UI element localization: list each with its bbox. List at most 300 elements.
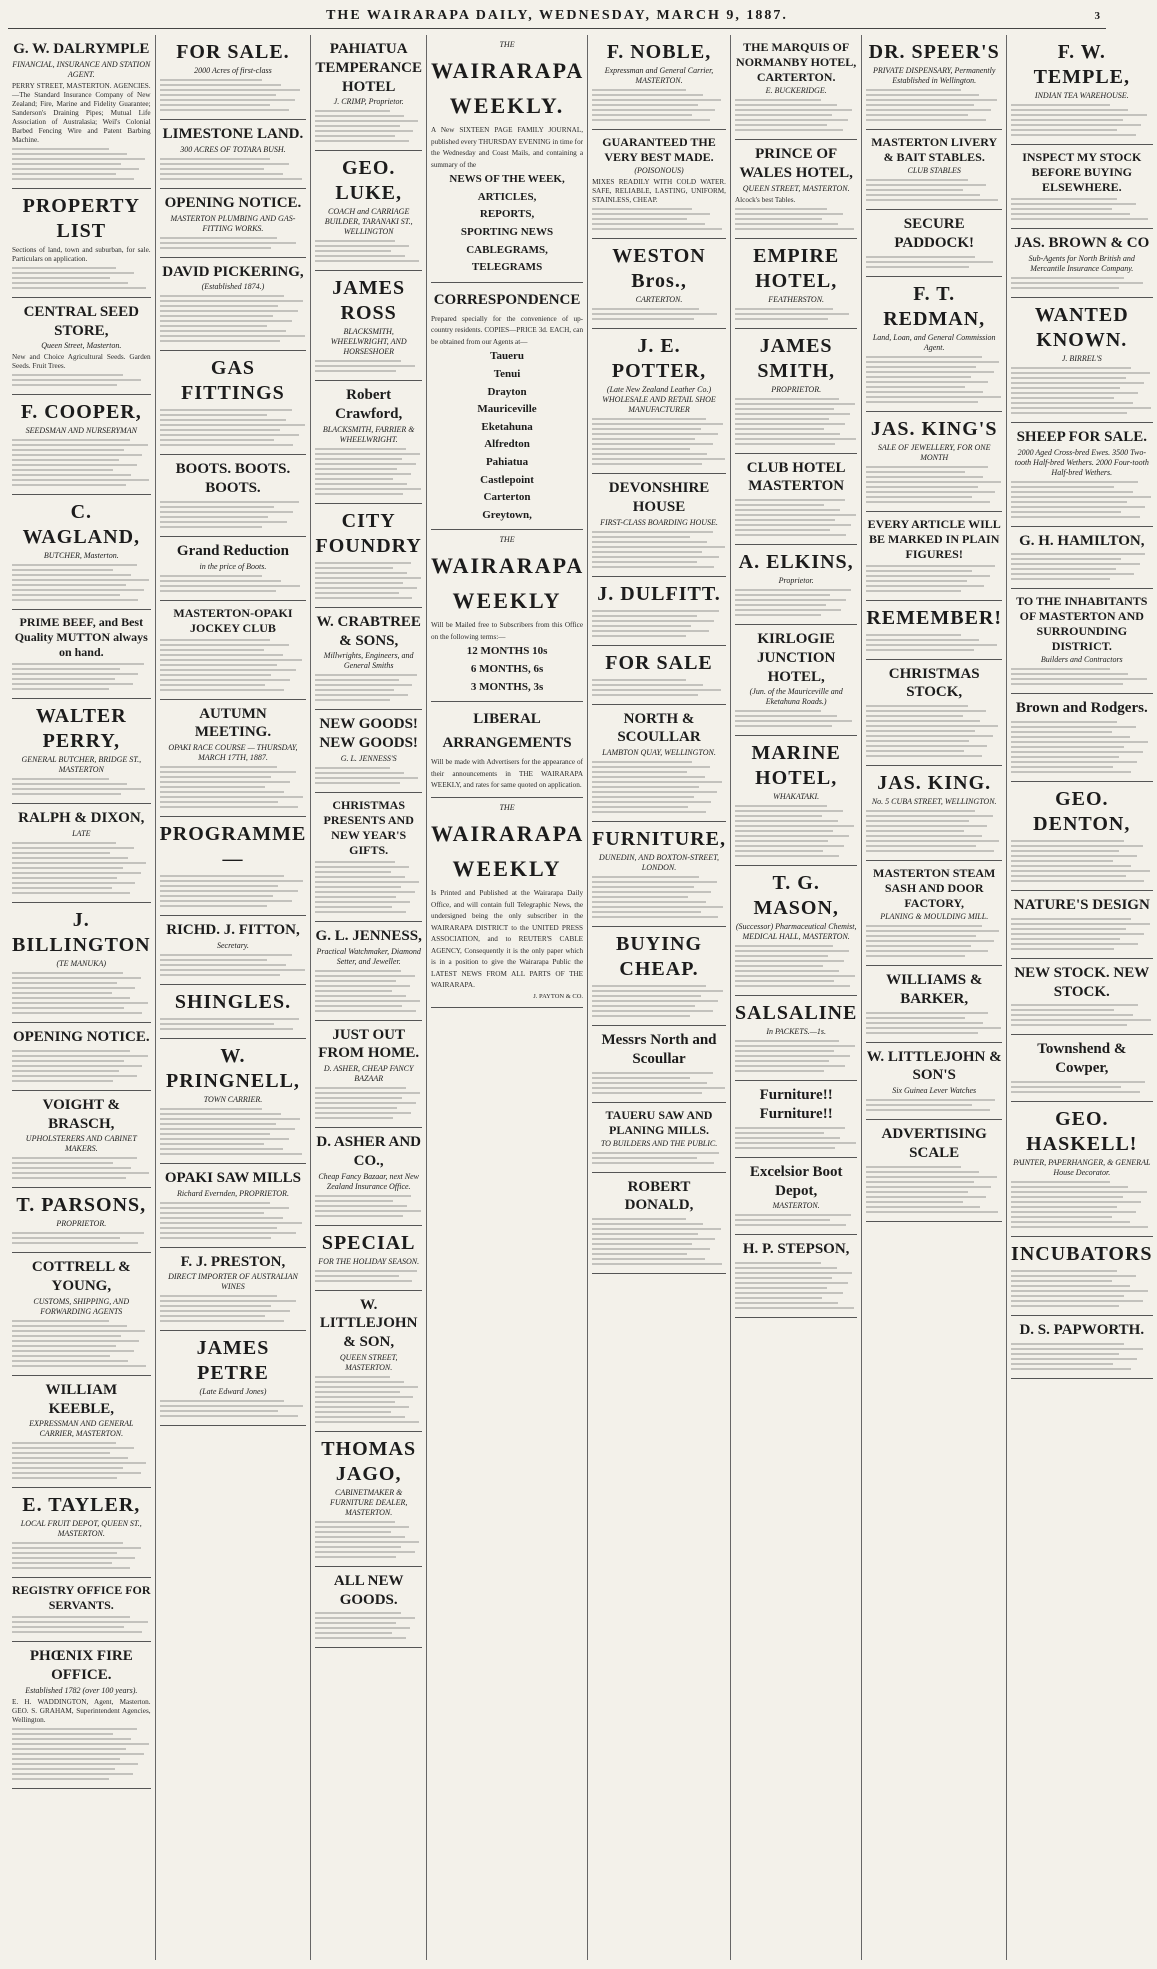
advertisement xyxy=(160,700,307,818)
advertisement xyxy=(12,804,151,903)
ad-head: WESTON Bros., xyxy=(612,245,706,292)
body-text-lines xyxy=(735,710,857,727)
body-text-lines xyxy=(592,1152,726,1164)
advertisement xyxy=(160,455,307,537)
advertisement xyxy=(160,1331,307,1426)
ad-sub: Queen Street, Masterton. xyxy=(41,341,122,351)
ad-head: W. LITTLEJOHN & SON, xyxy=(319,1296,418,1350)
body-text-lines xyxy=(315,1087,422,1119)
body-text-lines xyxy=(1011,481,1153,518)
body-text-lines xyxy=(1011,367,1153,414)
ad-head: CHRISTMAS STOCK, xyxy=(888,665,980,701)
advertisement xyxy=(1011,229,1153,298)
body-text-lines xyxy=(160,954,307,976)
ad-head: ADVERTISING SCALE xyxy=(881,1126,987,1161)
ad-sub: J. CRIMP, Proprietor. xyxy=(333,97,404,107)
advertisement xyxy=(592,35,726,130)
ad-head: CLUB HOTEL MASTERTON xyxy=(746,459,846,495)
body-text-lines xyxy=(160,237,307,249)
advertisement xyxy=(866,601,1002,660)
body-text-lines xyxy=(592,89,726,121)
body-text-lines xyxy=(735,499,857,536)
body-text-lines xyxy=(315,1521,422,1558)
body-text-lines xyxy=(12,1232,151,1244)
body-text-lines xyxy=(1011,1270,1153,1307)
body-text-lines xyxy=(315,1270,422,1282)
body-text-lines xyxy=(315,110,422,142)
advertisement xyxy=(160,351,307,455)
ad-sub: TOWN CARRIER. xyxy=(203,1094,263,1104)
body-text-lines xyxy=(735,398,857,445)
body-text-lines xyxy=(735,1127,857,1149)
advertisement xyxy=(1011,145,1153,229)
list-item: Castlepoint xyxy=(480,473,534,486)
ad-head: RICHD. J. FITTON, xyxy=(166,922,300,938)
correspondence-ad xyxy=(431,283,583,530)
body-text-lines xyxy=(592,308,726,320)
list-item: REPORTS, xyxy=(479,208,535,221)
ad-head: T. G. MASON, xyxy=(753,872,839,920)
body-text-lines xyxy=(866,466,1002,503)
subscription-pre: THE xyxy=(499,535,515,545)
ad-sub: (Late Edward Jones) xyxy=(199,1387,267,1397)
published-signoff: J. PAYTON & CO. xyxy=(533,992,584,1000)
advertisement xyxy=(735,1235,857,1318)
body-text-lines xyxy=(12,1728,151,1780)
ad-head: SHINGLES. xyxy=(174,990,292,1013)
published-ad xyxy=(431,798,583,1008)
body-text-lines xyxy=(12,1157,151,1179)
advertisement xyxy=(866,660,1002,767)
subscription-title: WAIRARAPA WEEKLY xyxy=(431,553,585,614)
list-item: SPORTING NEWS xyxy=(460,226,554,239)
list-item: 3 MONTHS, 3s xyxy=(470,680,544,693)
body-text-lines xyxy=(866,1012,1002,1034)
ad-head: Townshend & Cowper, xyxy=(1037,1041,1127,1076)
ad-head: SECURE PADDOCK! xyxy=(894,216,975,251)
body-text-lines xyxy=(735,208,857,230)
ad-head: MASTERTON-OPAKI JOCKEY CLUB xyxy=(173,605,293,635)
ad-sub: 300 ACRES OF TOTARA BUSH. xyxy=(180,144,286,154)
ad-sub: PRIVATE DISPENSARY, Permanently Established in Wellington. xyxy=(872,66,996,85)
terms-list xyxy=(431,643,583,696)
advertisement xyxy=(866,277,1002,412)
advertisement xyxy=(1011,589,1153,694)
body-text-lines xyxy=(735,1262,857,1309)
advertisement xyxy=(1011,694,1153,782)
ad-sub: GENERAL BUTCHER, BRIDGE ST., MASTERTON xyxy=(21,755,142,775)
advertisement xyxy=(866,1120,1002,1222)
ad-head: W. PRINGNELL, xyxy=(166,1044,300,1092)
advertisement xyxy=(1011,527,1153,590)
advertisement xyxy=(315,922,422,1021)
body-text-lines xyxy=(1011,668,1153,685)
advertisement xyxy=(12,699,151,804)
body-text-lines xyxy=(315,240,422,262)
body-text-lines xyxy=(12,1050,151,1082)
ad-head: GEO. DENTON, xyxy=(1033,788,1131,835)
body-text-lines xyxy=(1011,1004,1153,1026)
ad-head: REMEMBER! xyxy=(866,606,1003,629)
body-text-lines xyxy=(315,1376,422,1423)
ad-head: G. H. HAMILTON, xyxy=(1019,532,1145,549)
ad-head: A. ELKINS, xyxy=(738,551,854,573)
weekly-contents-list xyxy=(431,171,583,277)
advertisement xyxy=(160,120,307,189)
body-text-lines xyxy=(12,1616,151,1633)
body-text-lines xyxy=(315,1612,422,1639)
body-text-lines xyxy=(592,418,726,465)
body-text-lines xyxy=(12,972,151,1014)
body-text-lines xyxy=(866,89,1002,121)
body-text-lines xyxy=(866,565,1002,592)
body-text-lines xyxy=(12,1442,151,1479)
ad-sub: BUTCHER, Masterton. xyxy=(43,551,119,561)
advertisement xyxy=(866,766,1002,861)
subscription-body: Will be Mailed free to Subscribers from this Office on the following terms:— xyxy=(431,621,584,641)
advertisement xyxy=(12,1376,151,1489)
ad-head: MARINE HOTEL, xyxy=(751,742,841,790)
ad-sub: PROPRIETOR. xyxy=(771,384,822,394)
ad-sub: FIRST-CLASS BOARDING HOUSE. xyxy=(600,517,718,527)
correspondence-title: CORRESPONDENCE xyxy=(433,291,581,308)
advertisement xyxy=(592,705,726,823)
body-text-lines xyxy=(1011,1081,1153,1093)
ad-head: G. L. JENNESS, xyxy=(315,927,422,944)
advertisement xyxy=(735,996,857,1081)
published-body: Is Printed and Published at the Wairarapa Daily Office, and will contain full Telegraphic News, the undersigned being the only subscriber in the WAIRARAPA DISTRICT to the UNITED PRESS ASSOCIATION, and to REUTER'S CABLE AGENCY, Consequently it is the only paper which is in a position to give the Wairarapa Public the LATEST NEWS FROM ALL PARTS OF THE WAIRARAPA. xyxy=(431,888,584,990)
advertisement xyxy=(592,239,726,329)
advertisement xyxy=(866,966,1002,1043)
ad-head: VOIGHT & BRASCH, xyxy=(42,1096,120,1132)
subscription-ad xyxy=(431,530,583,702)
advertisement xyxy=(1011,298,1153,423)
list-item: ARTICLES, xyxy=(477,190,537,203)
ad-head: F. NOBLE, xyxy=(606,41,712,63)
ad-sub: EXPRESSMAN AND GENERAL CARRIER, MASTERTON. xyxy=(29,1419,134,1439)
advertisement xyxy=(315,1226,422,1291)
ad-sub: G. L. JENNESS'S xyxy=(340,753,397,763)
ad-sub: MASTERTON PLUMBING AND GAS-FITTING WORKS. xyxy=(170,213,296,233)
advertisement xyxy=(735,35,857,140)
advertisement xyxy=(1011,782,1153,891)
body-text-lines xyxy=(866,925,1002,957)
advertisement xyxy=(592,646,726,705)
ad-head: PROPERTY LIST xyxy=(22,194,140,242)
ad-sub: (Successor) Pharmaceutical Chemist, MEDICAL HALL, MASTERTON. xyxy=(735,922,857,942)
body-text-lines xyxy=(1011,1181,1153,1228)
ad-head: LIMESTONE LAND. xyxy=(162,126,304,142)
body-text-lines xyxy=(12,663,151,690)
body-text-lines xyxy=(12,1542,151,1569)
ad-sub: QUEEN STREET, MASTERTON. xyxy=(339,1352,398,1372)
list-item: TELEGRAMS xyxy=(471,261,543,274)
advertisement xyxy=(592,474,726,577)
ad-sub: WHAKATAKI. xyxy=(773,792,820,802)
ad-head: CENTRAL SEED STORE, xyxy=(23,303,140,339)
advertisement xyxy=(12,189,151,298)
ad-head: DR. SPEER'S xyxy=(868,41,1000,63)
advertisement xyxy=(12,495,151,610)
ad-sub: LATE xyxy=(72,829,91,838)
advertisement xyxy=(12,35,151,189)
ad-sub: QUEEN STREET, MASTERTON. xyxy=(742,183,850,193)
ad-sub: Builders and Contractors xyxy=(1040,655,1123,665)
advertisement xyxy=(866,861,1002,966)
body-text-lines xyxy=(866,356,1002,403)
ad-sub: Proprietor. xyxy=(778,576,814,585)
ad-head: D. ASHER AND CO., xyxy=(316,1134,421,1169)
weekly-title: WAIRARAPA WEEKLY. xyxy=(431,57,585,118)
body-text-lines xyxy=(735,805,857,857)
ad-head: E. TAYLER, xyxy=(22,1494,141,1517)
advertisement xyxy=(160,601,307,700)
body-text-lines xyxy=(12,439,151,486)
columns xyxy=(8,35,1153,1960)
ad-head: Messrs North and Scoullar xyxy=(601,1032,717,1067)
ad-head: JUST OUT FROM HOME. xyxy=(318,1026,420,1062)
advertisement xyxy=(1011,959,1153,1036)
body-text-lines xyxy=(315,448,422,495)
ad-head: EMPIRE HOTEL, xyxy=(753,244,840,292)
ad-head: EVERY ARTICLE WILL BE MARKED IN PLAIN FIGURES! xyxy=(867,516,1001,561)
advertisement xyxy=(315,1128,422,1226)
advertisement xyxy=(160,1164,307,1248)
ad-sub: SALE OF JEWELLERY, FOR ONE MONTH xyxy=(877,442,991,462)
body-text-lines xyxy=(592,1072,726,1094)
ad-head: DEVONSHIRE HOUSE xyxy=(608,480,710,515)
weekly-ad xyxy=(431,35,583,283)
advertisement xyxy=(12,610,151,699)
ad-head: G. W. DALRYMPLE xyxy=(13,41,150,57)
agents-list xyxy=(431,348,583,524)
ad-sub: (Jun. of the Mauriceville and Eketahuna Roads.) xyxy=(749,687,843,707)
list-item: 6 MONTHS, 6s xyxy=(470,663,544,676)
ad-sub: DUNEDIN, AND BOXTON-STREET, LONDON. xyxy=(599,853,720,872)
ad-sub: PLANING & MOULDING MILL. xyxy=(880,912,989,921)
ad-head: JAMES PETRE xyxy=(196,1337,270,1385)
body-text-lines xyxy=(315,674,422,701)
advertisement xyxy=(866,130,1002,210)
body-text-lines xyxy=(866,1099,1002,1111)
advertisement xyxy=(160,35,307,120)
advertisement xyxy=(315,710,422,793)
published-title: WAIRARAPA WEEKLY xyxy=(431,820,585,881)
list-item: Carterton xyxy=(483,491,531,504)
ad-head: PHŒNIX FIRE OFFICE. xyxy=(29,1648,133,1683)
body-text-lines xyxy=(12,564,151,601)
ad-sub: D. ASHER, CHEAP FANCY BAZAAR xyxy=(323,1064,414,1083)
ad-sub: DIRECT IMPORTER OF AUSTRALIAN WINES xyxy=(168,1272,298,1292)
body-text-lines xyxy=(12,374,151,386)
ad-head: INSPECT MY STOCK BEFORE BUYING ELSEWHERE. xyxy=(1022,150,1142,194)
body-text-lines xyxy=(866,1166,1002,1213)
ad-sub: FEATHERSTON. xyxy=(768,294,825,304)
ad-sub: (POISONOUS) xyxy=(634,166,684,175)
ad-head: NORTH & SCOULLAR xyxy=(617,710,701,746)
advertisement xyxy=(315,793,422,922)
advertisement xyxy=(735,140,857,239)
ad-head: JAS. BROWN & CO xyxy=(1014,235,1150,251)
advertisement xyxy=(735,1081,857,1158)
ad-sub: OPAKI RACE COURSE — THURSDAY, MARCH 17TH, 1887. xyxy=(168,743,298,762)
ad-head: JAMES ROSS xyxy=(332,277,406,325)
ad-head: J. E. POTTER, xyxy=(611,335,707,382)
column-6 xyxy=(731,35,862,1960)
advertisement xyxy=(735,625,857,736)
body-text-lines xyxy=(592,1218,726,1265)
body-text-lines xyxy=(1011,104,1153,136)
ad-head: NATURE'S DESIGN xyxy=(1013,897,1150,913)
list-item: Mauriceville xyxy=(477,403,537,416)
weekly-body: A New SIXTEEN PAGE FAMILY JOURNAL, published every THURSDAY EVENING in time for the Wednesday and Coast Mails, and containing a summary of the xyxy=(431,126,584,169)
ad-sub: (Established 1874.) xyxy=(201,282,265,292)
ad-head: OPAKI SAW MILLS xyxy=(164,1169,302,1186)
ad-head: BOOTS. BOOTS. BOOTS. xyxy=(175,461,291,496)
body-text-lines xyxy=(160,875,307,907)
ad-head: AUTUMN MEETING. xyxy=(194,705,272,741)
ad-head: WANTED KNOWN. xyxy=(1034,303,1129,351)
ad-sub: (Late New Zealand Leather Co.) WHOLESALE AND RETAIL SHOE MANUFACTURER xyxy=(602,385,716,414)
body-text-lines xyxy=(592,610,726,637)
advertisement xyxy=(1011,1102,1153,1237)
body-text-lines xyxy=(160,766,307,808)
ad-head: WILLIAMS & BARKER, xyxy=(886,972,983,1007)
body-text-lines xyxy=(160,501,307,528)
ad-head: GEO. LUKE, xyxy=(335,157,403,205)
ad-head: ROBERT DONALD, xyxy=(624,1178,694,1214)
advertisement xyxy=(315,151,422,271)
advertisement xyxy=(592,1103,726,1173)
body-text-lines xyxy=(12,1320,151,1367)
ad-sub: FINANCIAL, INSURANCE AND STATION AGENT. xyxy=(12,59,151,79)
body-text-lines xyxy=(160,295,307,342)
advertisement xyxy=(160,916,307,985)
ad-head: SHEEP FOR SALE. xyxy=(1016,428,1148,445)
advertisement xyxy=(160,1039,307,1164)
body-text-lines xyxy=(866,179,1002,201)
advertisement xyxy=(1011,1316,1153,1379)
advertisement xyxy=(866,210,1002,277)
ad-sub: Six Guinea Lever Watches xyxy=(892,1086,977,1095)
ad-head: COTTRELL & YOUNG, xyxy=(31,1259,131,1294)
body-text-lines xyxy=(160,639,307,691)
body-text-lines xyxy=(12,267,151,289)
body-text-lines xyxy=(735,945,857,987)
ad-sub: PROPRIETOR. xyxy=(56,1219,107,1229)
list-item: Drayton xyxy=(487,385,527,398)
body-text-lines xyxy=(160,1202,307,1239)
advertisement xyxy=(160,985,307,1039)
advertisement xyxy=(592,822,726,927)
advertisement xyxy=(12,298,151,396)
ad-head: W. CRABTREE & SONS, xyxy=(316,613,421,649)
list-item: Alfredton xyxy=(484,438,530,451)
list-item: Tenui xyxy=(493,367,521,380)
ad-sub: In PACKETS.—1s. xyxy=(766,1027,826,1037)
body-text-lines xyxy=(735,1040,857,1072)
body-text-lines xyxy=(735,99,857,131)
ad-head: T. PARSONS, xyxy=(16,1194,147,1217)
ad-head: REGISTRY OFFICE FOR SERVANTS. xyxy=(12,1583,151,1613)
body-text-lines xyxy=(12,148,151,180)
ad-body: Sections of land, town and suburban, for sale. Particulars on application. xyxy=(12,245,151,263)
body-text-lines xyxy=(160,79,307,111)
list-item: Pahiatua xyxy=(485,455,529,468)
ad-sub: INDIAN TEA WAREHOUSE. xyxy=(1034,91,1129,100)
ad-head: Brown and Rodgers. xyxy=(1015,700,1148,717)
ad-head: BUYING CHEAP. xyxy=(616,933,703,980)
advertisement xyxy=(592,927,726,1026)
body-text-lines xyxy=(1011,277,1153,289)
ad-head: PAHIATUA TEMPERANCE HOTEL xyxy=(315,41,423,95)
ad-head: MASTERTON LIVERY & BAIT STABLES. xyxy=(871,135,998,164)
advertisement xyxy=(12,1488,151,1578)
advertisement xyxy=(735,239,857,329)
ad-head: F. T. REDMAN, xyxy=(883,282,986,330)
ad-sub: TO BUILDERS AND THE PUBLIC. xyxy=(600,1138,718,1148)
advertisement xyxy=(160,258,307,352)
ad-sub: E. BUCKERIDGE. xyxy=(765,86,827,95)
ad-head: Robert Crawford, xyxy=(335,387,403,422)
advertisement xyxy=(12,1642,151,1789)
ad-sub: Millwrights, Engineers, and General Smiths xyxy=(323,651,414,671)
advertisement xyxy=(1011,1035,1153,1102)
ad-body: E. H. WADDINGTON, Agent, Masterton. GEO. S. GRAHAM, Superintendent Agencies, Wellington. xyxy=(12,1697,151,1724)
ad-head: INCUBATORS xyxy=(1011,1242,1153,1265)
advertisement xyxy=(12,1091,151,1189)
body-text-lines xyxy=(592,208,726,230)
advertisement xyxy=(592,577,726,646)
list-item: Taueru xyxy=(490,350,524,363)
advertisement xyxy=(592,1026,726,1103)
advertisement xyxy=(866,412,1002,512)
body-text-lines xyxy=(160,575,307,592)
advertisement xyxy=(1011,891,1153,959)
body-text-lines xyxy=(1011,721,1153,773)
body-text-lines xyxy=(592,985,726,1017)
ad-sub: Sub-Agents for North British and Mercantile Insurance Company. xyxy=(1028,253,1135,273)
body-text-lines xyxy=(315,562,422,599)
ad-head: FOR SALE. xyxy=(176,41,290,63)
ad-head: FURNITURE, xyxy=(592,828,726,850)
ad-head: OPENING NOTICE. xyxy=(12,1029,150,1045)
ad-sub: Secretary. xyxy=(217,940,249,950)
ad-head: J. BILLINGTON xyxy=(12,909,151,956)
ad-head: THOMAS JAGO, xyxy=(321,1437,417,1485)
body-text-lines xyxy=(160,1400,307,1417)
ad-sub: 2000 Aged Cross-bred Ewes. 3500 Two-tooth Half-bred Wethers. 2000 Four-tooth Half-bred Wethers. xyxy=(1014,447,1149,477)
ad-head: PRINCE OF WALES HOTEL, xyxy=(739,146,853,181)
advertisement xyxy=(315,608,422,711)
masthead-title: THE WAIRARAPA DAILY, WEDNESDAY, MARCH 9, 1887. xyxy=(326,8,788,23)
weekly-pre: THE xyxy=(499,40,515,49)
ad-body: Alcock's best Tables. xyxy=(734,195,796,204)
ad-sub: Cheap Fancy Bazaar, next New Zealand Insurance Office. xyxy=(318,1171,419,1191)
ad-sub: PAINTER, PAPERHANGER, & GENERAL House Decorator. xyxy=(1013,1157,1151,1177)
ad-head: TO THE INHABITANTS OF MASTERTON AND SURROUNDING DISTRICT. xyxy=(1016,594,1148,654)
ad-head: Excelsior Boot Depot, xyxy=(749,1163,843,1199)
liberal-title: LIBERAL ARRANGEMENTS xyxy=(442,711,572,752)
ad-head: OPENING NOTICE. xyxy=(164,194,302,211)
ad-sub: SEEDSMAN AND NURSERYMAN xyxy=(25,426,137,436)
ad-head: H. P. STEPSON, xyxy=(742,1241,850,1258)
ad-sub: No. 5 CUBA STREET, WELLINGTON. xyxy=(871,797,997,806)
ad-head: FOR SALE xyxy=(605,651,713,674)
body-text-lines xyxy=(315,861,422,913)
body-text-lines xyxy=(866,256,1002,268)
advertisement xyxy=(315,271,422,381)
